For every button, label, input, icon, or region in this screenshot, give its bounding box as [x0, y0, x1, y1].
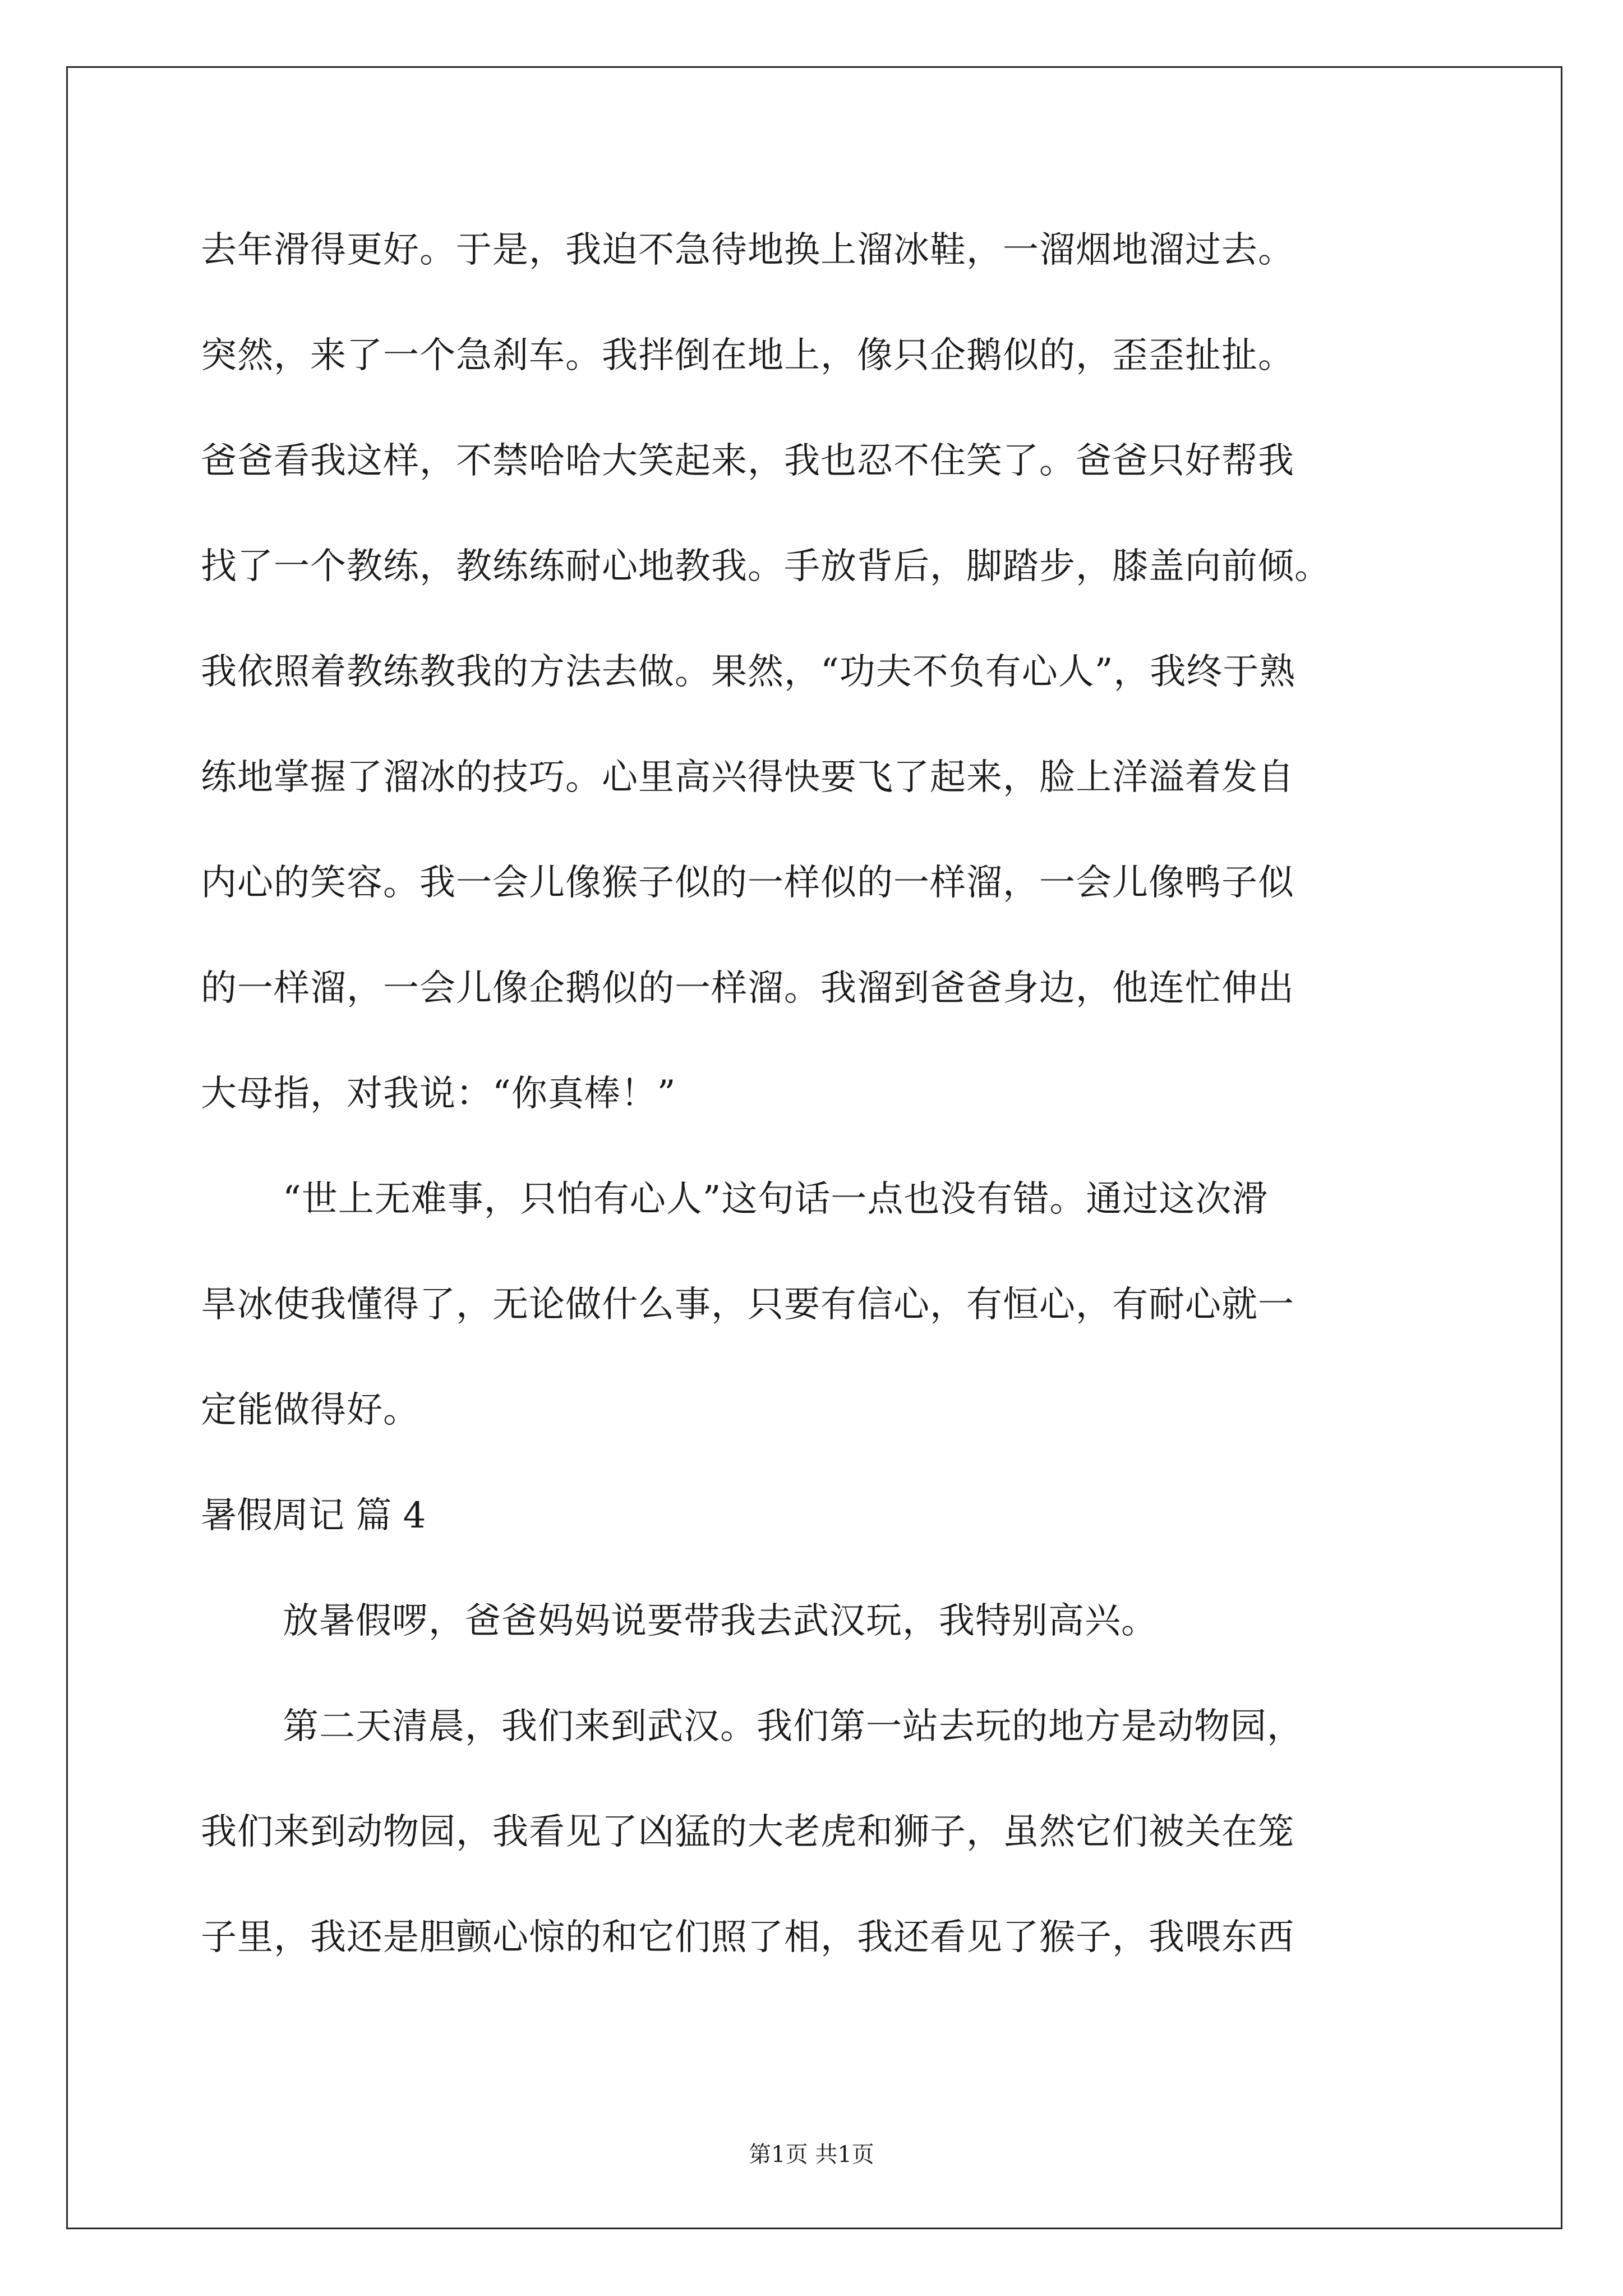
text-line: 我们来到动物园，我看见了凶猛的大老虎和狮子，虽然它们被关在笼 — [201, 1811, 1294, 1853]
page-footer: 第1页 共1页 — [749, 2142, 874, 2168]
section-heading: 暑假周记 篇 4 — [201, 1495, 426, 1536]
text-line: 去年滑得更好。于是，我迫不急待地换上溜冰鞋，一溜烟地溜过去。 — [201, 229, 1294, 271]
text-line: 子里，我还是胆颤心惊的和它们照了相，我还看见了猴子，我喂东西 — [201, 1917, 1294, 1958]
text-line: 的一样溜，一会儿像企鹅似的一样溜。我溜到爸爸身边，他连忙伸出 — [201, 968, 1294, 1009]
paragraph-start-line: 放暑假啰，爸爸妈妈说要带我去武汉玩，我特别高兴。 — [283, 1600, 1158, 1642]
paragraph-start-line: “世上无难事，只怕有心人”这句话一点也没有错。通过这次滑 — [283, 1179, 1269, 1220]
text-line: 大母指，对我说：“你真棒！” — [201, 1073, 676, 1115]
text-line: 我依照着教练教我的方法去做。果然，“功夫不负有心人”，我终于熟 — [201, 651, 1296, 693]
text-line: 内心的笑容。我一会儿像猴子似的一样似的一样溜，一会儿像鸭子似 — [201, 862, 1294, 904]
text-line: 找了一个教练，教练练耐心地教我。手放背后，脚踏步，膝盖向前倾。 — [201, 546, 1331, 587]
paragraph-start-line: 第二天清晨，我们来到武汉。我们第一站去玩的地方是动物园， — [283, 1706, 1303, 1747]
page-border — [66, 66, 1562, 2229]
text-line: 突然，来了一个急刹车。我拌倒在地上，像只企鹅似的，歪歪扯扯。 — [201, 335, 1294, 376]
text-line: 旱冰使我懂得了，无论做什么事，只要有信心，有恒心，有耐心就一 — [201, 1284, 1294, 1326]
text-line: 定能做得好。 — [201, 1389, 419, 1431]
text-line: 爸爸看我这样，不禁哈哈大笑起来，我也忍不住笑了。爸爸只好帮我 — [201, 440, 1294, 482]
text-line: 练地掌握了溜冰的技巧。心里高兴得快要飞了起来，脸上洋溢着发自 — [201, 757, 1294, 798]
